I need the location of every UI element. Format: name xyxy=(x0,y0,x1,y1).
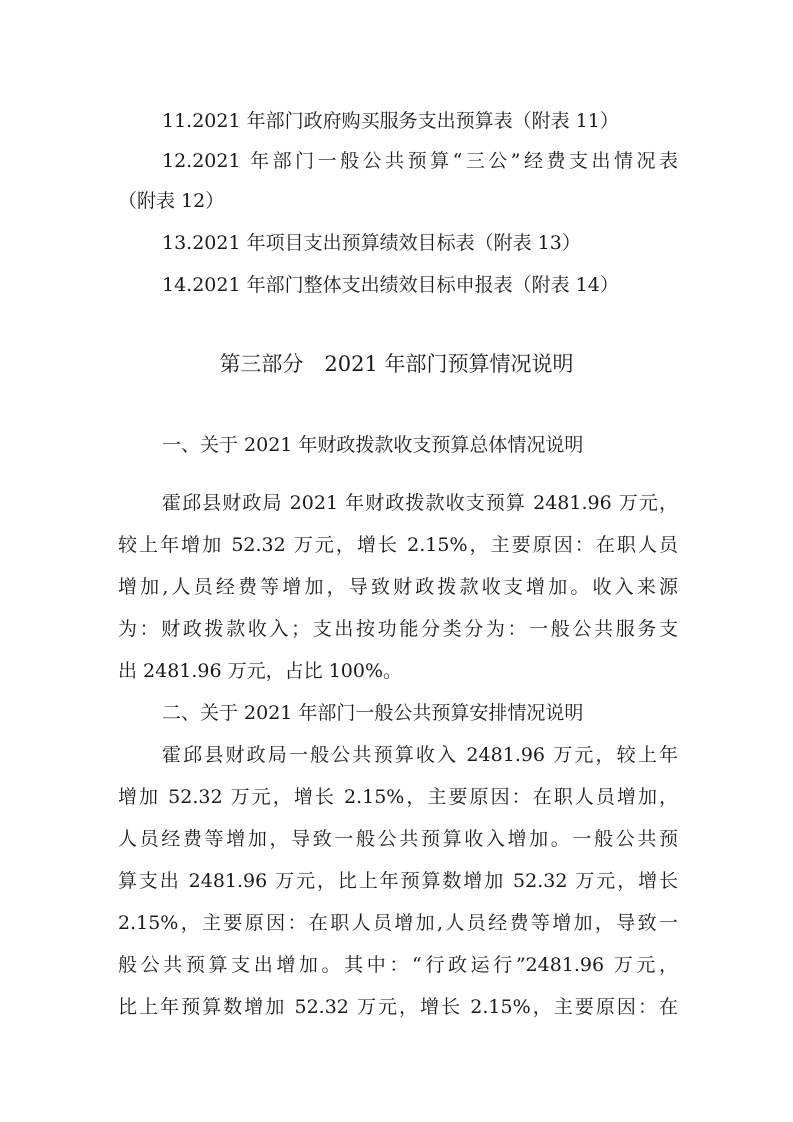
section-2-line-2: 增加 52.32 万元，增长 2.15%，主要原因：在职人员增加， xyxy=(118,786,678,808)
section-1-line-3: 增加,人员经费等增加，导致财政拨款收支增加。收入来源 xyxy=(118,576,678,598)
section-2-line-6: 般公共预算支出增加。其中：“行政运行”2481.96 万元， xyxy=(118,954,678,976)
toc-item-13: 13.2021 年项目支出预算绩效目标表（附表 13） xyxy=(162,232,581,254)
section-2-line-3: 人员经费等增加，导致一般公共预算收入增加。一般公共预 xyxy=(118,828,678,850)
section-1-line-1: 霍邱县财政局 2021 年财政拨款收支预算 2481.96 万元， xyxy=(162,492,678,514)
section-1-title: 一、关于 2021 年财政拨款收支预算总体情况说明 xyxy=(162,434,584,456)
section-1-line-5: 出 2481.96 万元，占比 100%。 xyxy=(118,660,403,682)
toc-item-11: 11.2021 年部门政府购买服务支出预算表（附表 11） xyxy=(162,110,619,132)
part-title: 第三部分 2021 年部门预算情况说明 xyxy=(219,352,574,376)
section-2-line-4: 算支出 2481.96 万元，比上年预算数增加 52.32 万元，增长 xyxy=(118,870,678,892)
toc-item-12-continuation: （附表 12） xyxy=(118,190,225,212)
toc-item-12: 12.2021 年部门一般公共预算“三公”经费支出情况表 xyxy=(162,150,678,172)
section-1-line-4: 为：财政拨款收入；支出按功能分类分为：一般公共服务支 xyxy=(118,618,678,640)
section-2-title: 二、关于 2021 年部门一般公共预算安排情况说明 xyxy=(162,702,584,724)
section-2-line-7: 比上年预算数增加 52.32 万元，增长 2.15%，主要原因：在 xyxy=(118,996,678,1018)
toc-item-14: 14.2021 年部门整体支出绩效目标申报表（附表 14） xyxy=(162,274,619,296)
section-1-line-2: 较上年增加 52.32 万元，增长 2.15%，主要原因：在职人员 xyxy=(118,534,678,556)
section-2-line-1: 霍邱县财政局一般公共预算收入 2481.96 万元，较上年 xyxy=(162,744,678,766)
section-2-line-5: 2.15%，主要原因：在职人员增加,人员经费等增加，导致一 xyxy=(118,912,678,934)
